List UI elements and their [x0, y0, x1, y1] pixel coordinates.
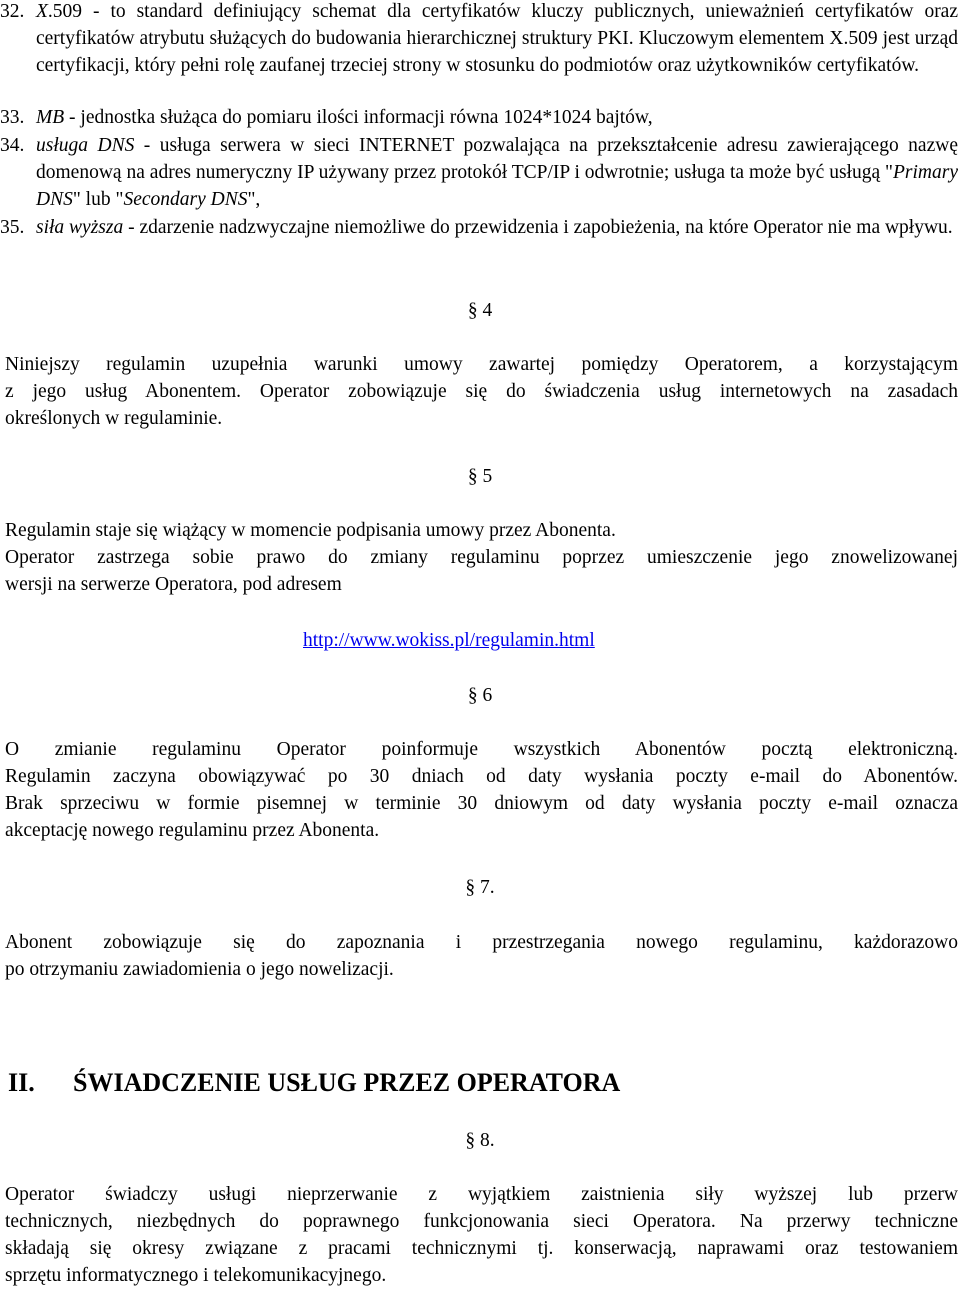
section-4-text	[5, 351, 958, 432]
section-label: § 7.	[465, 877, 495, 898]
definition-text	[36, 214, 958, 241]
definition-number: 35.	[0, 217, 25, 238]
definition-body: .509 - to standard definiujący schemat dla certyfikatów kluczy publicznych, unieważnień certyfikatów oraz certyfikatów atrybutu służących do budowania hierarchicznej struktury PKI. Kluczowym elementem X.509 jest urząd certyfikacji, który pełni rolę zaufanej trzeciej strony w stosunku do podmiotów oraz użytkowników certyfikatów.	[36, 1, 958, 76]
definition-body: - jednostka służąca do pomiaru ilości informacji równa 1024*1024 bajtów,	[64, 107, 653, 128]
text-line: Operator zastrzega sobie prawo do zmiany regulaminu poprzez umieszczenie jego znowelizowanej	[5, 547, 958, 568]
text-line: Niniejszy regulamin uzupełnia warunki umowy zawartej pomiędzy Operatorem, a korzystającym	[5, 354, 958, 375]
definition-number: 33.	[0, 107, 25, 128]
text-line: z jego usług Abonentem. Operator zobowiązuje się do świadczenia usług internetowych na zasadach	[5, 381, 958, 402]
text-line: po otrzymaniu zawiadomienia o jego nowelizacji.	[5, 959, 394, 980]
section-5-text	[5, 517, 958, 598]
section-label: § 4	[467, 300, 493, 321]
text-line: Brak sprzeciwu w formie pisemnej w terminie 30 dniowym od daty wysłania poczty e-mail oznacza	[5, 793, 958, 814]
definition-term: Primary DNS	[36, 162, 958, 210]
chapter-title: ŚWIADCZENIE USŁUG PRZEZ OPERATORA	[73, 1068, 621, 1097]
chapter-number: II.	[8, 1068, 35, 1097]
definition-term: Secondary DNS	[123, 189, 248, 210]
definition-term: MB	[36, 107, 65, 128]
definition-text	[36, 0, 958, 79]
section-6-label	[0, 682, 960, 709]
text-line: akceptację nowego regulaminu przez Abonenta.	[5, 820, 380, 841]
text-line: technicznych, niezbędnych do poprawnego funkcjonowania sieci Operatora. Na przerwy techniczne	[5, 1211, 958, 1232]
section-7-label	[0, 874, 960, 901]
definition-term: siła wyższa	[36, 217, 124, 238]
definition-number: 34.	[0, 135, 25, 156]
text-line: wersji na serwerze Operatora, pod adresem	[5, 574, 342, 595]
text-line: Regulamin staje się wiążący w momencie podpisania umowy przez Abonenta.	[5, 520, 616, 541]
section-label: § 6	[467, 685, 493, 706]
definition-body: - usługa serwera w sieci INTERNET pozwalająca na przekształcenie adresu zawierającego nazwę domenową na adres numeryczny IP używany przez protokół TCP/IP i odwrotnie; usługa ta może być usługą "	[36, 135, 958, 183]
regulamin-link[interactable]: http://www.wokiss.pl/regulamin.html	[303, 630, 595, 651]
section-8-text	[5, 1181, 958, 1289]
text-line: sprzętu informatycznego i telekomunikacyjnego.	[5, 1265, 387, 1286]
definition-34	[0, 132, 958, 213]
definition-body: " lub "	[72, 189, 124, 210]
chapter-heading	[8, 1068, 620, 1098]
definition-33	[0, 104, 958, 131]
text-line: określonych w regulaminie.	[5, 408, 223, 429]
text-line: O zmianie regulaminu Operator poinformuje wszystkich Abonentów pocztą elektroniczną.	[5, 739, 958, 760]
section-7-text	[5, 929, 958, 983]
section-label: § 8.	[465, 1130, 495, 1151]
definition-32	[0, 0, 958, 79]
definition-body: ",	[247, 189, 261, 210]
definition-number: 32.	[0, 1, 25, 22]
definition-body: - zdarzenie nadzwyczajne niemożliwe do przewidzenia i zapobieżenia, na które Operator nie ma wpływu.	[123, 217, 953, 238]
definition-term: X	[36, 1, 48, 22]
text-line: Operator świadczy usługi nieprzerwanie z wyjątkiem zaistnienia siły wyższej lub przerw	[5, 1184, 958, 1205]
section-5-label	[0, 463, 960, 490]
definition-text	[36, 104, 958, 131]
definition-35	[0, 214, 958, 241]
text-line: składają się okresy związane z pracami technicznymi tj. konserwacją, naprawami oraz testowaniem	[5, 1238, 958, 1259]
text-line: Abonent zobowiązuje się do zapoznania i przestrzegania nowego regulaminu, każdorazowo	[5, 932, 958, 953]
text-line: Regulamin zaczyna obowiązywać po 30 dniach od daty wysłania poczty e-mail do Abonentów.	[5, 766, 958, 787]
definition-text	[36, 132, 958, 213]
section-6-text	[5, 736, 958, 844]
section-4-label	[0, 297, 960, 324]
section-label: § 5	[467, 466, 493, 487]
section-8-label	[0, 1127, 960, 1154]
definition-term: usługa DNS	[36, 135, 135, 156]
